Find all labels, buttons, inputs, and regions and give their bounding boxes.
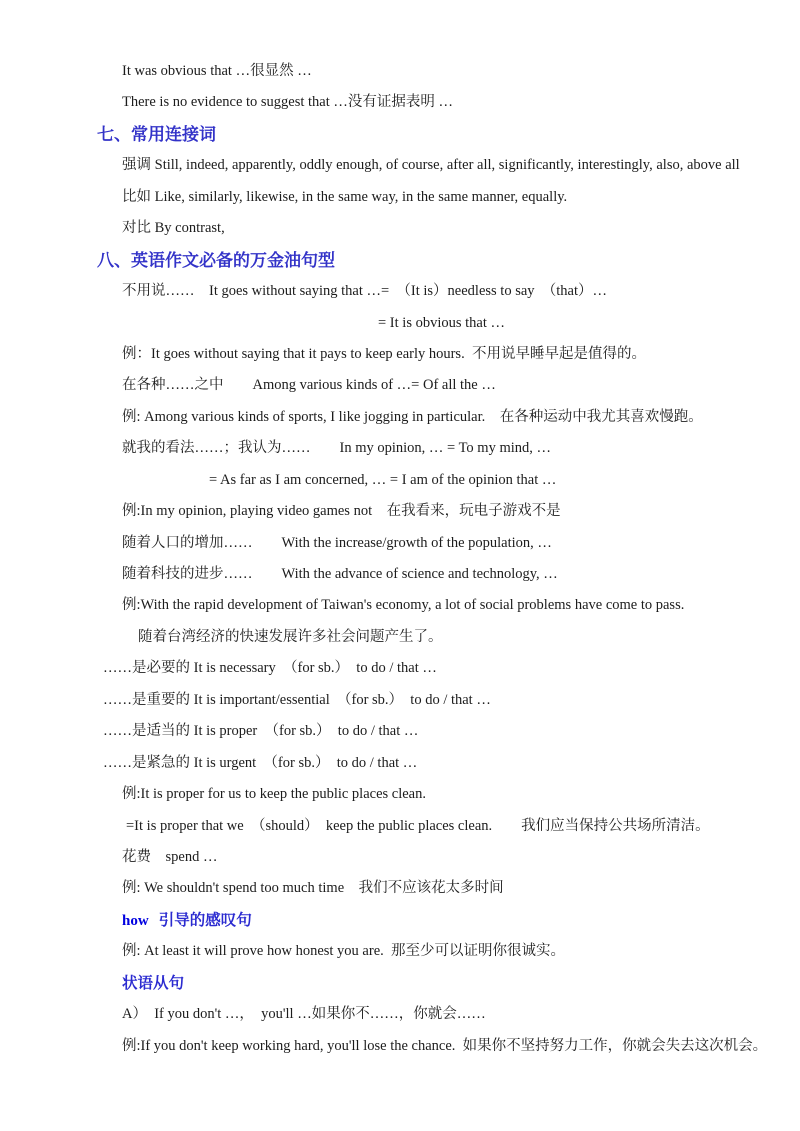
text-line: There is no evidence to suggest that …没有证据表明 … — [122, 94, 454, 111]
section-heading-8: 八、英语作文必备的万金油句型 — [97, 250, 335, 270]
text-line: = It is obvious that … — [378, 314, 505, 331]
subheading-how — [0, 905, 800, 936]
text-line: 例:If you don't keep working hard, you'll lose the chance. 如果你不坚持努力工作，你就会失去这次机会。 — [122, 1037, 768, 1054]
text-line: 强调 Still, indeed, apparently, oddly enough, of course, after all, significantly, interestingly, also, above all — [122, 157, 740, 174]
text-line: =It is proper that we （should） keep the public places clean. 我们应当保持公共场所清洁。 — [126, 817, 710, 834]
text-line: ……是适当的 It is proper （for sb.） to do / that … — [103, 723, 419, 740]
how-label: 引导的感叹句 — [158, 911, 252, 929]
text-line: 例:With the rapid development of Taiwan's economy, a lot of social problems have come to pass. — [122, 597, 685, 614]
text-line: 不用说…… It goes without saying that …= （It is）needless to say （that）… — [122, 283, 608, 300]
text-line: ……是重要的 It is important/essential （for sb.） to do / that … — [103, 691, 491, 708]
text-line: 花费 spend … — [122, 848, 218, 865]
text-line: 在各种……之中 Among various kinds of …= Of all the … — [122, 377, 496, 394]
text-line: 例: Among various kinds of sports, I like jogging in particular. 在各种运动中我尤其喜欢慢跑。 — [122, 408, 703, 425]
text-line: 就我的看法……；我认为…… In my opinion, … = To my mind, … — [122, 440, 552, 457]
text-line: ……是紧急的 It is urgent （for sb.） to do / that … — [103, 754, 418, 771]
text-line: 随着台湾经济的快速发展许多社会问题产生了。 — [138, 628, 443, 645]
text-line: 比如 Like, similarly, likewise, in the same way, in the same manner, equally. — [122, 188, 568, 205]
how-keyword: how — [122, 912, 149, 929]
text-line: 例：It goes without saying that it pays to keep early hours. 不用说早睡早起是值得的。 — [122, 345, 646, 362]
text-line: 例:It is proper for us to keep the public places clean. — [122, 786, 426, 803]
text-line: 例:In my opinion, playing video games not 在我看来，玩电子游戏不是 — [122, 503, 561, 520]
text-line: 例: We shouldn't spend too much time 我们不应该花太多时间 — [122, 880, 504, 897]
text-line: 随着科技的进步…… With the advance of science and technology, … — [122, 566, 558, 582]
text-line: ……是必要的 It is necessary （for sb.） to do / that … — [103, 660, 437, 677]
text-line: = As far as I am concerned, … = I am of the opinion that … — [209, 471, 557, 488]
text-line: It was obvious that …很显然 … — [122, 63, 312, 79]
text-line: 随着人口的增加…… With the increase/growth of the population, … — [122, 534, 552, 551]
text-line: 例: At least it will prove how honest you are. 那至少可以证明你很诚实。 — [122, 943, 566, 960]
subheading-adverbial-clause: 状语从句 — [122, 974, 185, 992]
section-heading-7: 七、常用连接词 — [97, 124, 216, 144]
text-line: A） If you don't …， you'll …如果你不……，你就会…… — [122, 1006, 486, 1023]
text-line: 对比 By contrast, — [122, 220, 225, 237]
